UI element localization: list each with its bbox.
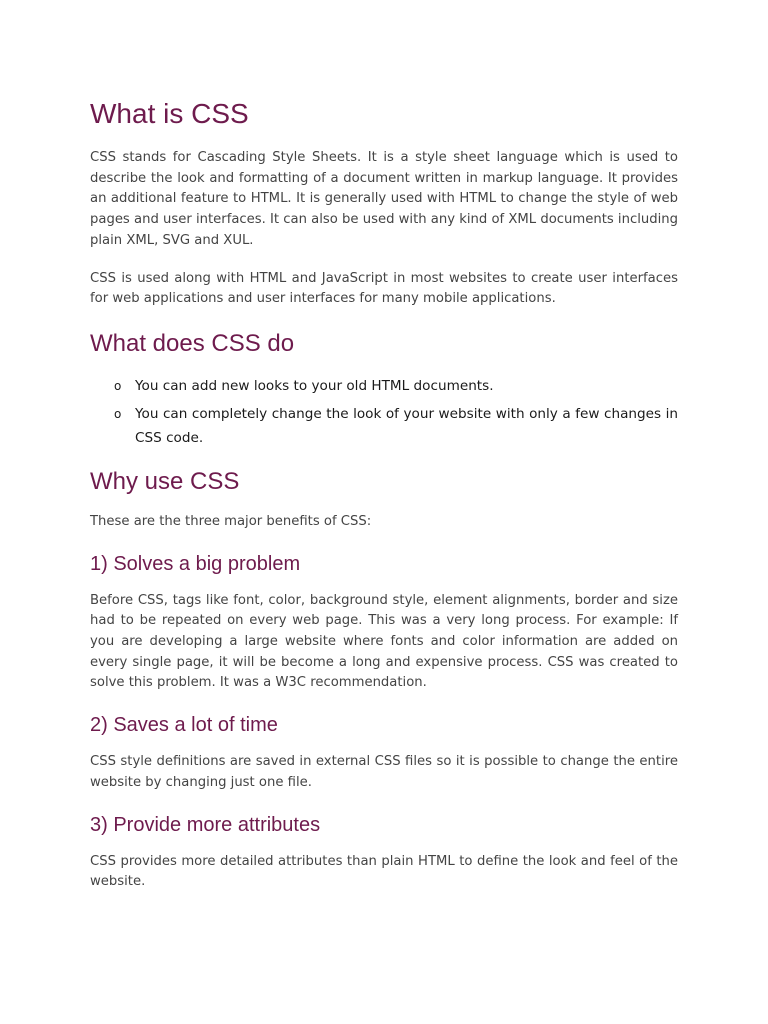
benefit-heading-3: 3) Provide more attributes (90, 813, 321, 836)
intro-paragraph-2: CSS is used along with HTML and JavaScript in most websites to create user interfaces for web applications and user interfaces for many mobile applications. (90, 270, 678, 307)
list-item (90, 402, 678, 450)
benefit-text-3: CSS provides more detailed attributes than plain HTML to define the look and feel of the website. (90, 853, 678, 890)
list-item-text: You can completely change the look of your website with only a few changes in CSS code. (135, 405, 678, 446)
list-item-text: You can add new looks to your old HTML documents. (135, 377, 494, 394)
intro-paragraph-1: CSS stands for Cascading Style Sheets. It is a style sheet language which is used to describe the look and formatting of a document written in markup language. It provides an additional feature to HTML. It is generally used with HTML to change the style of web pages and user interfaces. It can also be used with any kind of XML documents including plain XML, SVG and XUL. (90, 150, 678, 248)
benefit-heading-2: 2) Saves a lot of time (90, 714, 278, 737)
benefit-text-1: Before CSS, tags like font, color, background style, element alignments, border and size had to be repeated on every web page. This was a very long process. For example: If you are developing a large website where fonts and color information are added on every single page, it will be become a long and expensive process. CSS was created to solve this problem. It was a W3C recommendation. (90, 592, 678, 691)
benefit-heading-1: 1) Solves a big problem (90, 552, 301, 575)
why-use-intro: These are the three major benefits of CSS: (90, 513, 372, 529)
benefit-text-2: CSS style definitions are saved in external CSS files so it is possible to change the entire website by changing just one file. (90, 754, 678, 790)
page-title: What is CSS (90, 98, 249, 129)
bullet-circle-icon: o (114, 406, 122, 421)
what-does-list (90, 374, 678, 450)
bullet-circle-icon: o (114, 378, 122, 393)
list-item (90, 374, 678, 398)
section-heading-why-use: Why use CSS (90, 467, 240, 495)
section-heading-what-does: What does CSS do (90, 329, 295, 357)
